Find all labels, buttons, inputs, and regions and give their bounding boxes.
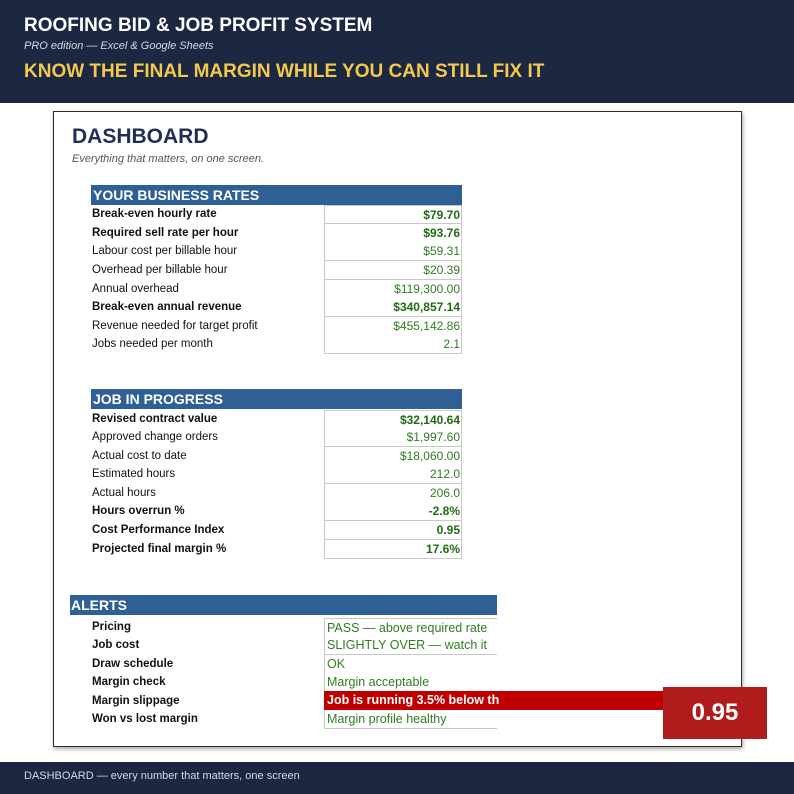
rate-label-breakeven-hourly: Break-even hourly rate	[92, 208, 217, 220]
top-banner	[0, 0, 794, 103]
footer-text: DASHBOARD — every number that matters, one screen	[24, 770, 300, 782]
rate-label-labour-cost: Labour cost per billable hour	[92, 245, 238, 257]
alert-label-margin-slippage: Margin slippage	[92, 695, 180, 707]
rate-value-breakeven-hourly[interactable]: $79.70	[324, 205, 462, 224]
alerts-header: ALERTS	[70, 595, 497, 615]
job-in-progress-header: JOB IN PROGRESS	[91, 389, 462, 409]
rate-label-target-revenue: Revenue needed for target profit	[92, 320, 258, 332]
job-label-contract-value: Revised contract value	[92, 413, 218, 425]
job-label-change-orders: Approved change orders	[92, 431, 218, 443]
job-value-actual-cost[interactable]: $18,060.00	[324, 447, 462, 466]
alert-status-won-vs-lost[interactable]: Margin profile healthy	[324, 710, 497, 729]
rate-value-overhead-hour[interactable]: $20.39	[324, 261, 462, 280]
job-label-hours-overrun: Hours overrun %	[92, 505, 185, 517]
rate-value-breakeven-revenue[interactable]: $340,857.14	[324, 298, 462, 317]
alert-status-pricing[interactable]: PASS — above required rate	[324, 618, 497, 637]
rate-label-breakeven-revenue: Break-even annual revenue	[92, 301, 242, 313]
rate-value-jobs-per-month[interactable]: 2.1	[324, 335, 462, 354]
business-rates-header: YOUR BUSINESS RATES	[91, 185, 462, 205]
job-label-estimated-hours: Estimated hours	[92, 468, 176, 480]
job-value-hours-overrun[interactable]: -2.8%	[324, 502, 462, 521]
job-value-change-orders[interactable]: $1,997.60	[324, 428, 462, 447]
rate-label-overhead-hour: Overhead per billable hour	[92, 264, 228, 276]
job-value-contract-value[interactable]: $32,140.64	[324, 410, 462, 429]
rate-value-target-revenue[interactable]: $455,142.86	[324, 317, 462, 336]
job-label-actual-cost: Actual cost to date	[92, 450, 187, 462]
job-label-cpi: Cost Performance Index	[92, 524, 225, 536]
rate-label-annual-overhead: Annual overhead	[92, 283, 179, 295]
job-value-estimated-hours[interactable]: 212.0	[324, 465, 462, 484]
app-subtitle: PRO edition — Excel & Google Sheets	[24, 40, 214, 52]
rate-label-jobs-per-month: Jobs needed per month	[92, 338, 213, 350]
rate-value-annual-overhead[interactable]: $119,300.00	[324, 280, 462, 299]
dashboard-subtitle: Everything that matters, on one screen.	[72, 153, 264, 165]
rate-value-required-sell-rate[interactable]: $93.76	[324, 224, 462, 243]
alert-label-pricing: Pricing	[92, 621, 131, 633]
alert-label-won-vs-lost: Won vs lost margin	[92, 713, 198, 725]
alert-status-draw-schedule[interactable]: OK	[324, 655, 497, 674]
alert-status-margin-check[interactable]: Margin acceptable	[324, 673, 497, 692]
alert-status-job-cost[interactable]: SLIGHTLY OVER — watch it	[324, 636, 497, 655]
alert-label-job-cost: Job cost	[92, 639, 140, 651]
app-tagline: KNOW THE FINAL MARGIN WHILE YOU CAN STILL FIX IT	[24, 61, 545, 82]
alert-status-margin-slippage[interactable]: Job is running 3.5% below th	[324, 691, 664, 710]
dashboard-title: DASHBOARD	[72, 125, 209, 148]
app-title: ROOFING BID & JOB PROFIT SYSTEM	[24, 15, 373, 36]
job-label-actual-hours: Actual hours	[92, 487, 156, 499]
job-label-projected-margin: Projected final margin %	[92, 543, 227, 555]
rate-value-labour-cost[interactable]: $59.31	[324, 242, 462, 261]
cpi-badge: 0.95	[663, 687, 767, 739]
alert-label-draw-schedule: Draw schedule	[92, 658, 174, 670]
job-value-actual-hours[interactable]: 206.0	[324, 484, 462, 503]
job-value-projected-margin[interactable]: 17.6%	[324, 540, 462, 559]
job-value-cpi[interactable]: 0.95	[324, 521, 462, 540]
alert-label-margin-check: Margin check	[92, 676, 166, 688]
rate-label-required-sell-rate: Required sell rate per hour	[92, 227, 239, 239]
footer-bar	[0, 762, 794, 794]
